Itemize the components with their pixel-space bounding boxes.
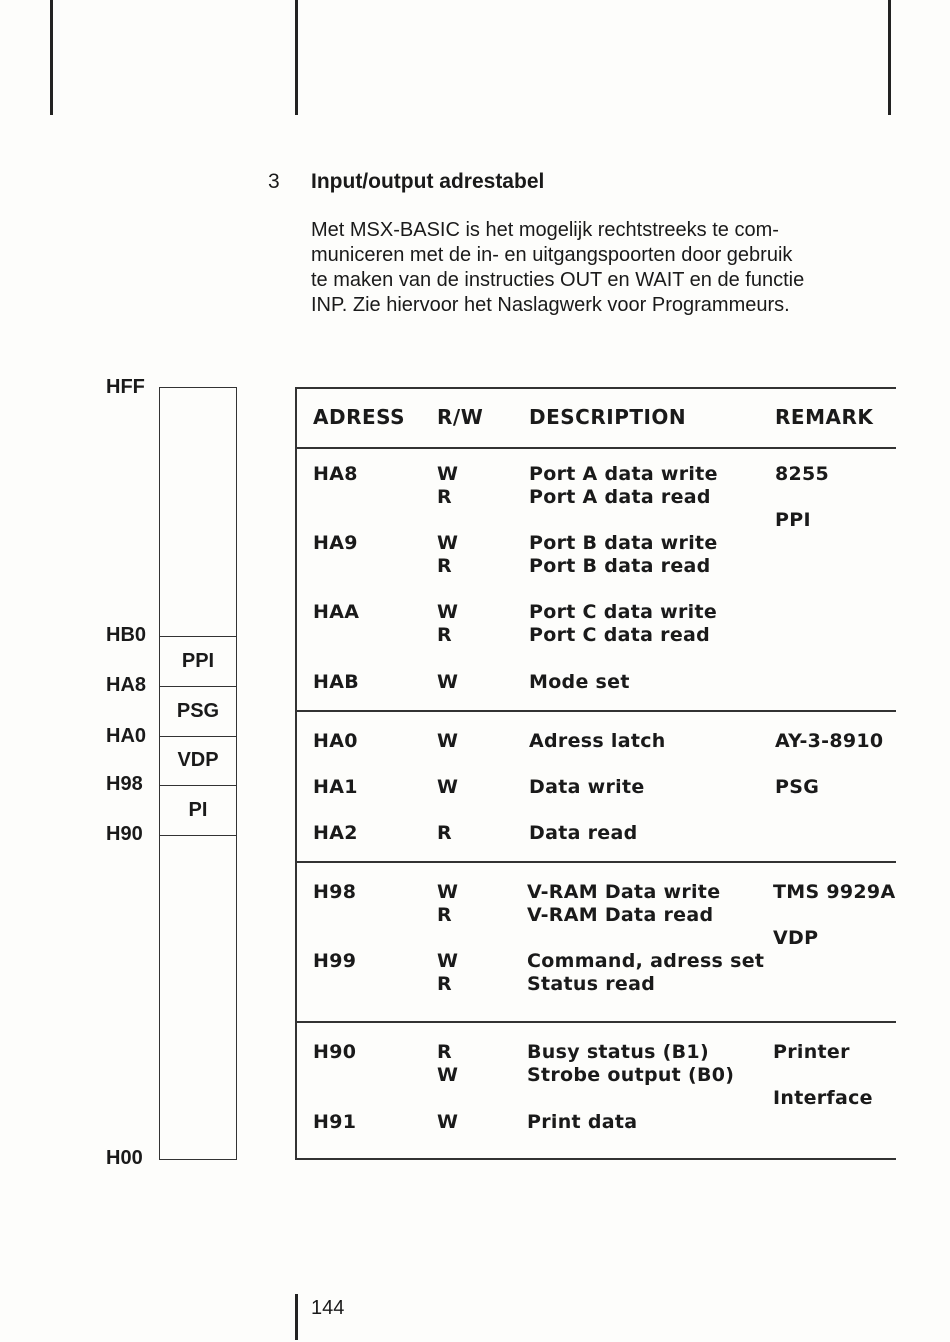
remark-cell: PSG [775, 776, 820, 798]
description-cell: V-RAM Data read [527, 904, 714, 926]
description-cell: Print data [527, 1111, 638, 1133]
memory-map-divider [159, 636, 237, 637]
remark-cell: VDP [773, 927, 819, 949]
address-cell: H99 [313, 950, 357, 972]
memory-map-label: H98 [106, 773, 143, 795]
memory-map-segment-psg: PSG [176, 700, 220, 722]
memory-map-divider [159, 835, 237, 836]
description-cell: Port B data write [529, 532, 718, 554]
intro-line: INP. Zie hiervoor het Naslagwerk voor Programmeurs. [311, 294, 790, 316]
footer-rule [295, 1294, 298, 1340]
memory-map-box [159, 387, 237, 1160]
margin-rule-left [50, 0, 53, 115]
rw-cell: W [437, 532, 459, 554]
address-cell: H90 [313, 1041, 357, 1063]
header-description: DESCRIPTION [529, 405, 687, 429]
memory-map-label: H90 [106, 823, 143, 845]
remark-cell: PPI [775, 509, 811, 531]
section-number: 3 [268, 170, 280, 193]
memory-map-label: HB0 [106, 624, 147, 646]
intro-line: municeren met de in- en uitgangspoorten door gebruik [311, 244, 793, 266]
description-cell: Data write [529, 776, 645, 798]
description-cell: Busy status (B1) [527, 1041, 709, 1063]
remark-cell: AY-3-8910 [775, 730, 884, 752]
intro-line: Met MSX-BASIC is het mogelijk rechtstreeks te com- [311, 219, 779, 241]
memory-map-divider [159, 785, 237, 786]
margin-rule-middle [295, 0, 298, 115]
rw-cell: R [437, 822, 452, 844]
margin-rule-right [888, 0, 891, 115]
io-address-table [295, 387, 896, 1160]
description-cell: Mode set [529, 671, 630, 693]
address-cell: HAB [313, 671, 359, 693]
table-rule [295, 710, 896, 712]
rw-cell: R [437, 904, 452, 926]
description-cell: Port A data write [529, 463, 718, 485]
memory-map-label: HFF [106, 376, 145, 398]
table-rule [295, 447, 896, 449]
header-adress: ADRESS [313, 405, 406, 429]
table-left-edge [295, 387, 297, 1160]
address-cell: H91 [313, 1111, 357, 1133]
description-cell: Port C data write [529, 601, 718, 623]
address-cell: HA2 [313, 822, 358, 844]
description-cell: Data read [529, 822, 638, 844]
intro-paragraph [311, 218, 891, 318]
rw-cell: W [437, 463, 459, 485]
table-rule [295, 387, 896, 389]
description-cell: V-RAM Data write [527, 881, 721, 903]
description-cell: Command, adress set [527, 950, 765, 972]
address-cell: HA8 [313, 463, 358, 485]
description-cell: Port C data read [529, 624, 711, 646]
rw-cell: R [437, 1041, 452, 1063]
memory-map-label: HA0 [106, 725, 147, 747]
description-cell: Strobe output (B0) [527, 1064, 735, 1086]
table-rule [295, 1021, 896, 1023]
rw-cell: R [437, 624, 452, 646]
header-rw: R/W [437, 405, 484, 429]
description-cell: Port A data read [529, 486, 711, 508]
description-cell: Port B data read [529, 555, 711, 577]
memory-map-segment-vdp: VDP [177, 749, 219, 771]
rw-cell: R [437, 555, 452, 577]
rw-cell: W [437, 950, 459, 972]
address-cell: HA1 [313, 776, 358, 798]
address-cell: HAA [313, 601, 360, 623]
remark-cell: 8255 [775, 463, 830, 485]
description-cell: Status read [527, 973, 656, 995]
memory-map-divider [159, 736, 237, 737]
address-cell: HA0 [313, 730, 358, 752]
memory-map-label: HA8 [106, 674, 147, 696]
rw-cell: W [437, 671, 459, 693]
rw-cell: R [437, 486, 452, 508]
table-rule [295, 861, 896, 863]
description-cell: Adress latch [529, 730, 666, 752]
rw-cell: W [437, 1111, 459, 1133]
rw-cell: W [437, 881, 459, 903]
remark-cell: Interface [773, 1087, 873, 1109]
table-rule [295, 1158, 896, 1160]
page-number: 144 [311, 1297, 345, 1319]
memory-map-label: H00 [106, 1147, 143, 1169]
memory-map-divider [159, 686, 237, 687]
rw-cell: W [437, 730, 459, 752]
section-title: Input/output adrestabel [311, 170, 545, 193]
intro-line: te maken van de instructies OUT en WAIT en de functie [311, 269, 805, 291]
remark-cell: TMS 9929A [773, 881, 896, 903]
header-remark: REMARK [775, 405, 874, 429]
memory-map-segment-pi: PI [188, 799, 208, 821]
rw-cell: W [437, 601, 459, 623]
rw-cell: R [437, 973, 452, 995]
address-cell: H98 [313, 881, 357, 903]
memory-map-segment-ppi: PPI [181, 650, 215, 672]
rw-cell: W [437, 1064, 459, 1086]
rw-cell: W [437, 776, 459, 798]
address-cell: HA9 [313, 532, 358, 554]
remark-cell: Printer [773, 1041, 850, 1063]
